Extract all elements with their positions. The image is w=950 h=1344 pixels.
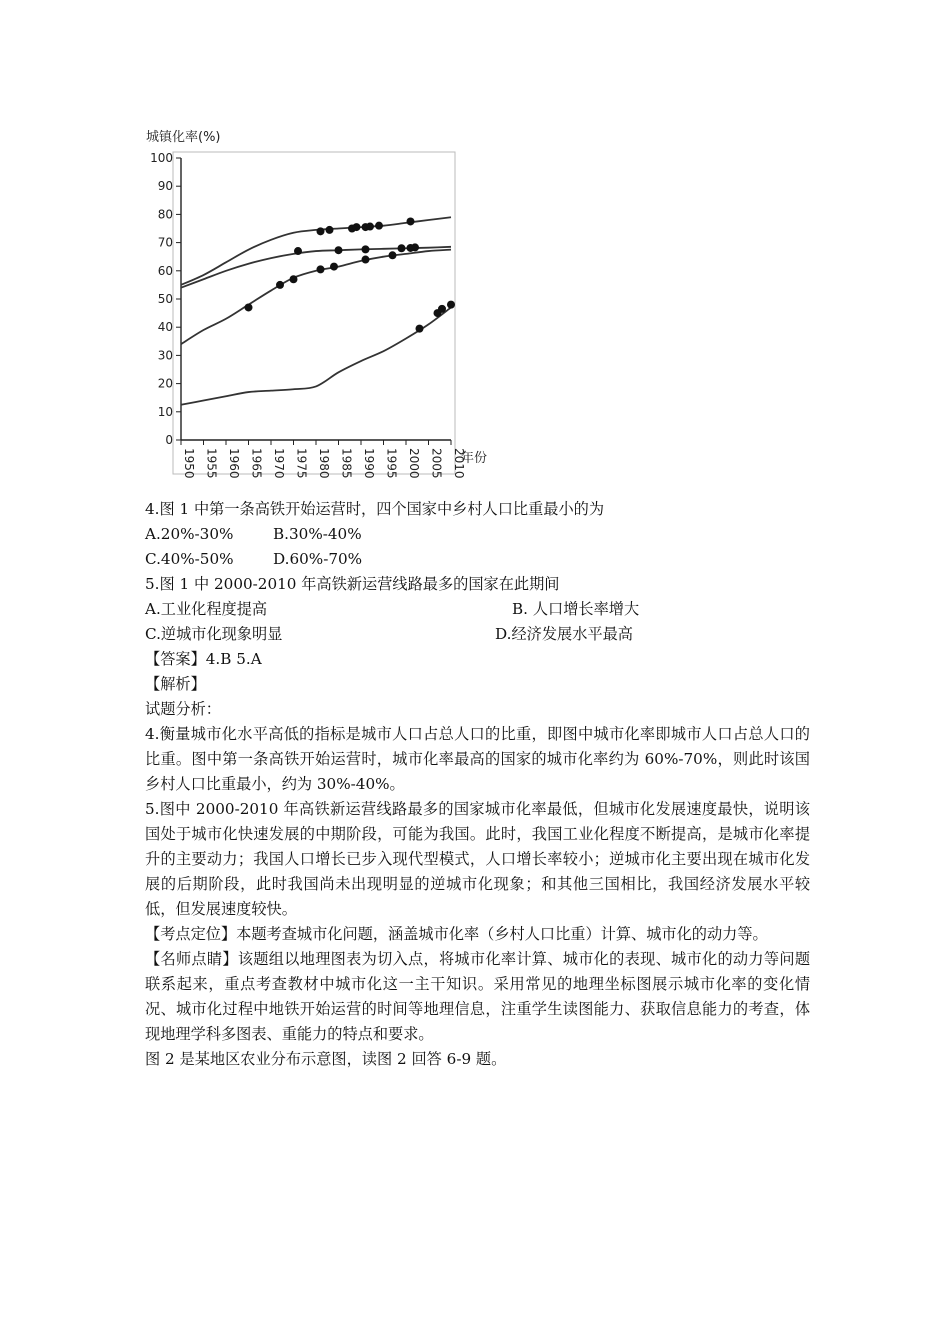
option-5d: D.经济发展水平最高 bbox=[495, 625, 633, 643]
series-4-marker bbox=[447, 301, 455, 309]
question-5-options-cd bbox=[145, 622, 810, 647]
series-3-marker bbox=[389, 251, 397, 259]
question-5: 5.图 1 中 2000-2010 年高铁新运营线路最多的国家在此期间 bbox=[145, 575, 560, 593]
x-tick-label: 2000 bbox=[407, 448, 421, 479]
series-3-marker bbox=[330, 263, 338, 271]
x-axis-label: 年份 bbox=[461, 451, 488, 466]
x-tick-label: 1965 bbox=[249, 448, 264, 479]
option-4a: A.20%-30% bbox=[145, 525, 234, 543]
answer-line: 【答案】4.B 5.A bbox=[145, 650, 262, 668]
series-2-marker bbox=[411, 243, 419, 251]
option-5a: A.工业化程度提高 bbox=[145, 600, 268, 618]
series-4-marker bbox=[438, 305, 446, 313]
series-line-3 bbox=[181, 250, 451, 344]
y-tick-label: 10 bbox=[157, 404, 173, 419]
y-tick-label: 90 bbox=[157, 179, 173, 194]
series-1-marker bbox=[375, 222, 383, 230]
series-2-marker bbox=[362, 245, 370, 253]
series-1-marker bbox=[366, 223, 374, 231]
y-tick-label: 30 bbox=[157, 348, 173, 363]
x-tick-label: 1975 bbox=[294, 448, 309, 479]
y-tick-label: 70 bbox=[157, 235, 173, 250]
y-tick-label: 60 bbox=[157, 263, 173, 278]
y-tick-label: 50 bbox=[157, 292, 173, 306]
x-tick-label: 1960 bbox=[227, 448, 241, 479]
y-tick-label: 40 bbox=[157, 320, 173, 335]
y-axis-label: 城镇化率(%) bbox=[146, 130, 221, 145]
kaodian-paragraph: 【考点定位】本题考查城市化问题，涵盖城市化率（乡村人口比重）计算、城市化的动力等。 bbox=[145, 925, 768, 943]
question-4-options-cd bbox=[145, 547, 810, 572]
option-4b: B.30%-40% bbox=[273, 525, 362, 543]
x-tick-label: 1950 bbox=[182, 448, 196, 479]
series-3-marker bbox=[290, 275, 298, 283]
x-tick-label: 1970 bbox=[272, 448, 286, 479]
series-3-marker bbox=[317, 265, 325, 273]
option-4c: C.40%-50% bbox=[145, 550, 234, 568]
series-1-marker bbox=[317, 227, 325, 235]
series-2-marker bbox=[294, 247, 302, 255]
mingshi-paragraph: 【名师点睛】该题组以地理图表为切入点，将城市化率计算、城市化的表现、城市化的动力等问题联系起来，重点考查教材中城市化这一主干知识。采用常见的地理坐标图展示城市化率的变化情况、城市化过程中地铁开始运营的时间等地理信息，注重学生读图能力、获取信息能力的考查，体现地理学科多图表、重能力的特点和要求。 bbox=[145, 950, 810, 1043]
x-tick-label: 2010 bbox=[452, 448, 466, 479]
y-tick-label: 80 bbox=[157, 207, 173, 222]
series-1-marker bbox=[407, 217, 415, 225]
series-3-marker bbox=[245, 303, 253, 311]
question-content bbox=[145, 497, 810, 1072]
analysis-subtitle: 试题分析： bbox=[145, 700, 221, 718]
series-2-marker bbox=[335, 246, 343, 254]
series-3-marker bbox=[362, 256, 370, 264]
figure-2-intro: 图 2 是某地区农业分布示意图，读图 2 回答 6-9 题。 bbox=[145, 1050, 507, 1068]
chart-frame bbox=[173, 152, 455, 474]
x-tick-label: 1990 bbox=[362, 448, 376, 479]
series-2-marker bbox=[398, 244, 406, 252]
x-tick-label: 1985 bbox=[339, 448, 354, 479]
x-tick-label: 1955 bbox=[204, 448, 219, 479]
y-tick-label: 0 bbox=[165, 433, 173, 447]
analysis-paragraph-5: 5.图中 2000-2010 年高铁新运营线路最多的国家城市化率最低，但城市化发展速度最快，说明该国处于城市化快速发展的中期阶段，可能为我国。此时，我国工业化程度不断提高，是城市化率提升的主要动力；我国人口增长已步入现代型模式，人口增长率较小；逆城市化主要出现在城市化发展的后期阶段，此时我国尚未出现明显的逆城市化现象；和其他三国相比，我国经济发展水平较低，但发展速度较快。 bbox=[145, 800, 810, 918]
y-tick-label: 20 bbox=[157, 376, 173, 391]
option-4d: D.60%-70% bbox=[273, 550, 363, 568]
question-4: 4.图 1 中第一条高铁开始运营时，四个国家中乡村人口比重最小的为 bbox=[145, 500, 605, 518]
y-tick-label: 100 bbox=[150, 151, 173, 165]
chart-svg bbox=[140, 120, 500, 490]
series-3-marker bbox=[276, 281, 284, 289]
option-5c: C.逆城市化现象明显 bbox=[145, 625, 283, 643]
series-1-marker bbox=[353, 223, 361, 231]
question-5-options-ab bbox=[145, 597, 810, 622]
question-4-options-ab bbox=[145, 522, 810, 547]
option-5b: B. 人口增长率增大 bbox=[512, 600, 640, 618]
x-tick-label: 2005 bbox=[429, 448, 444, 479]
x-tick-label: 1995 bbox=[384, 448, 399, 479]
x-tick-label: 1980 bbox=[317, 448, 331, 479]
analysis-paragraph-4: 4.衡量城市化水平高低的指标是城市人口占总人口的比重，即图中城市化率即城市人口占总人口的比重。图中第一条高铁开始运营时，城市化率最高的国家的城市化率约为 60%-70%，则此时该国乡村人口比重最小，约为 30%-40%。 bbox=[145, 725, 810, 793]
series-4-marker bbox=[416, 325, 424, 333]
series-1-marker bbox=[326, 226, 334, 234]
urbanization-chart bbox=[140, 120, 500, 490]
analysis-title: 【解析】 bbox=[145, 675, 206, 693]
